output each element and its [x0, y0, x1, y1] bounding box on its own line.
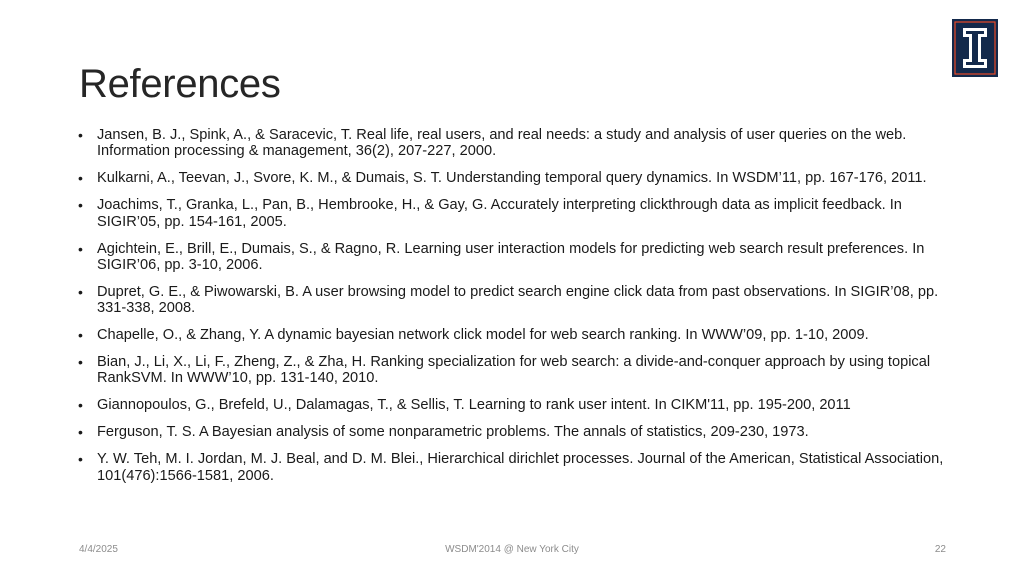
bullet-icon: • [78, 127, 83, 143]
list-item [78, 127, 958, 160]
bullet-icon: • [78, 240, 83, 257]
list-item [78, 284, 958, 317]
reference-text: Jansen, B. J., Spink, A., & Saracevic, T. Real life, real users, and real needs: a study and analysis of user queries on the web. Information processing & management, 36(2), 207-227, 2000. [97, 127, 907, 160]
list-item [78, 170, 958, 186]
bullet-icon: • [78, 424, 83, 441]
list-item [78, 424, 958, 440]
list-item [78, 451, 958, 484]
list-item [78, 354, 958, 387]
bullet-icon: • [78, 327, 83, 344]
footer-title: WSDM'2014 @ New York City [445, 544, 579, 555]
reference-text: Chapelle, O., & Zhang, Y. A dynamic bayesian network click model for web search ranking. In WWW’09, pp. 1-10, 2009. [97, 327, 869, 344]
footer-date: 4/4/2025 [79, 544, 118, 555]
bullet-icon: • [78, 397, 83, 414]
bullet-icon: • [78, 197, 83, 214]
reference-text: Dupret, G. E., & Piwowarski, B. A user browsing model to predict search engine click data from past observations. In SIGIR’08, pp. 331-338, 2008. [97, 283, 939, 317]
bullet-icon: • [78, 283, 83, 300]
reference-text: Joachims, T., Granka, L., Pan, B., Hembrooke, H., & Gay, G. Accurately interpreting clickthrough data as implicit feedback. In SIGIR’05, pp. 154-161, 2005. [97, 197, 902, 230]
list-item [78, 197, 958, 230]
list-item [78, 327, 958, 343]
bullet-icon: • [78, 170, 83, 187]
university-of-illinois-block-i-icon [952, 19, 998, 77]
references-list [78, 127, 958, 495]
reference-text: Giannopoulos, G., Brefeld, U., Dalamagas, T., & Sellis, T. Learning to rank user intent. In CIKM'11, pp. 195-200, 2011 [97, 397, 851, 414]
reference-text: Ferguson, T. S. A Bayesian analysis of some nonparametric problems. The annals of statistics, 209-230, 1973. [97, 424, 809, 441]
page-number: 22 [934, 544, 946, 555]
list-item [78, 241, 958, 274]
slide-title: References [79, 62, 281, 106]
reference-text: Agichtein, E., Brill, E., Dumais, S., & Ragno, R. Learning user interaction models for predicting web search result preferences. In SIGIR’06, pp. 3-10, 2006. [97, 240, 925, 273]
reference-text: Y. W. Teh, M. I. Jordan, M. J. Beal, and D. M. Blei., Hierarchical dirichlet processes. Journal of the American, Statistical Association, 101(476):1566-1581, 2006. [97, 451, 944, 484]
reference-text: Kulkarni, A., Teevan, J., Svore, K. M., & Dumais, S. T. Understanding temporal query dynamics. In WSDM’11, pp. 167-176, 2011. [97, 170, 927, 187]
bullet-icon: • [78, 451, 83, 468]
list-item [78, 397, 958, 413]
bullet-icon: • [78, 354, 83, 371]
reference-text: Bian, J., Li, X., Li, F., Zheng, Z., & Zha, H. Ranking specialization for web search: a divide-and-conquer approach by using topical RankSVM. In WWW’10, pp. 131-140, 2010. [97, 354, 931, 387]
